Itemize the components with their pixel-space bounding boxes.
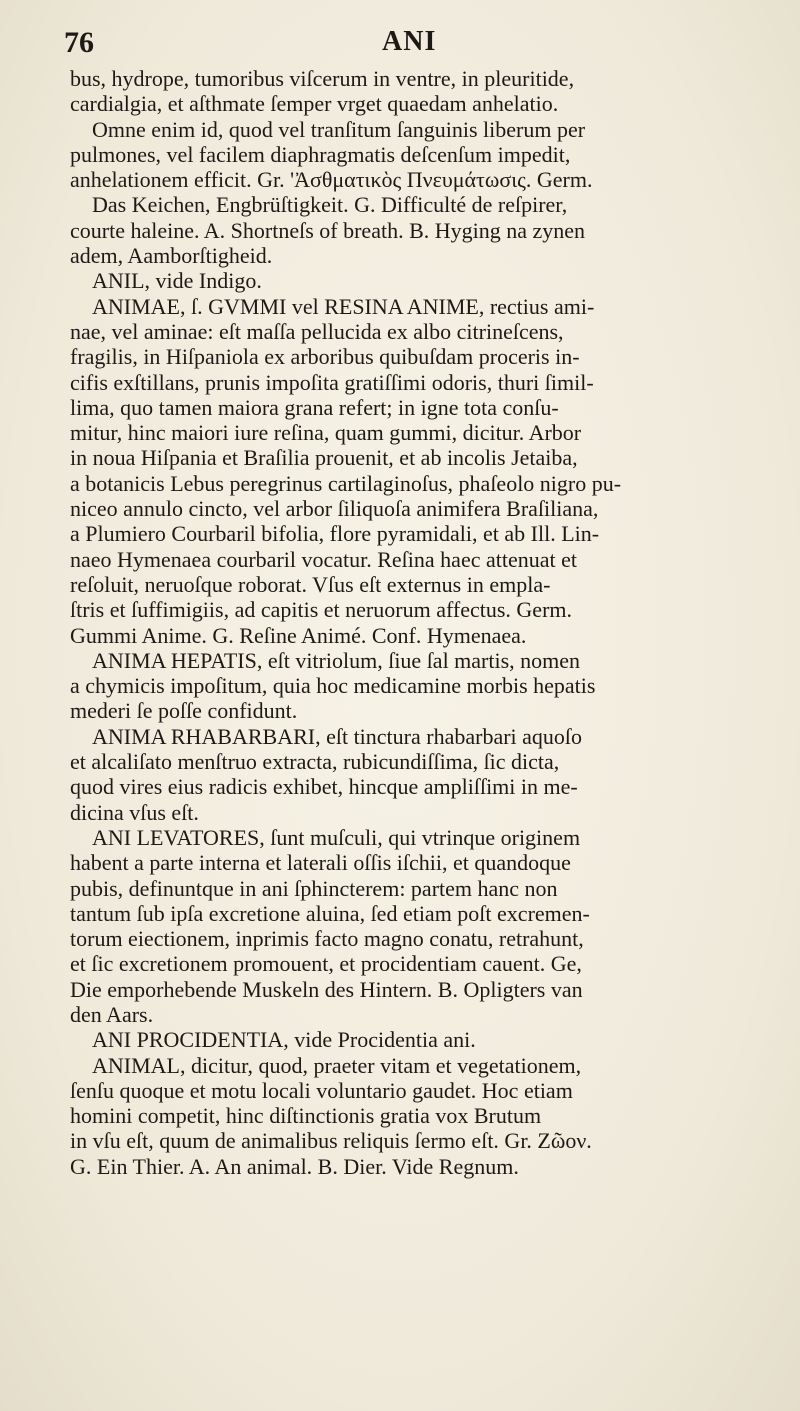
- text-line: ſenſu quoque et motu locali voluntario gaudet. Hoc etiam: [70, 1077, 573, 1103]
- running-head: ANI: [382, 26, 437, 57]
- text-line: mitur, hinc maiori iure reſina, quam gummi, dicitur. Arbor: [70, 420, 582, 446]
- entry-heading-anil: ANIL, vide Indigo.: [92, 268, 262, 294]
- text-line: Omne enim id, quod vel tranſitum ſanguinis liberum per: [92, 116, 586, 142]
- text-line: homini competit, hinc diſtinctionis gratia vox Brutum: [70, 1103, 542, 1129]
- entry-heading-ani-levatores: ANI LEVATORES, ſunt muſculi, qui vtrinque originem: [92, 824, 581, 850]
- text-line: courte haleine. A. Shortneſs of breath. B. Hyging na zynen: [70, 217, 586, 243]
- text-line: cardialgia, et aſthmate ſemper vrget quaedam anhelatio.: [70, 91, 559, 117]
- page-header: [64, 20, 764, 64]
- text-line: G. Ein Thier. A. An animal. B. Dier. Vide Regnum.: [70, 1153, 519, 1179]
- text-line: a Plumiero Courbaril bifolia, flore pyramidali, et ab Ill. Lin-: [70, 521, 600, 547]
- text-line: pubis, definuntque in ani ſphincterem: partem hanc non: [70, 875, 558, 901]
- text-line: bus, hydrope, tumoribus viſcerum in ventre, in pleuritide,: [70, 66, 575, 91]
- text-line: fragilis, in Hiſpaniola ex arboribus quibuſdam proceris in-: [70, 344, 580, 370]
- text-line: reſoluit, neruoſque roborat. Vſus eſt externus in empla-: [70, 571, 551, 597]
- entry-heading-animae: ANIMAE, ſ. GVMMI vel RESINA ANIME, rectius ami-: [92, 293, 595, 319]
- entry-heading-ani-procidentia: ANI PROCIDENTIA, vide Procidentia ani.: [92, 1027, 476, 1053]
- entry-heading-animal: ANIMAL, dicitur, quod, praeter vitam et vegetationem,: [92, 1052, 582, 1078]
- text-line: cifis exſtillans, prunis impoſita gratiſſimi odoris, thuri ſimil-: [70, 369, 594, 395]
- entry-heading-anima-hepatis: ANIMA HEPATIS, eſt vitriolum, ſiue ſal martis, nomen: [92, 647, 581, 673]
- text-line: in vſu eſt, quum de animalibus reliquis ſermo eſt. Gr. Ζῶον.: [70, 1128, 592, 1154]
- text-line: a chymicis impoſitum, quia hoc medicamine morbis hepatis: [70, 673, 596, 699]
- text-line: in noua Hiſpania et Braſilia prouenit, et ab incolis Jetaiba,: [70, 445, 578, 471]
- text-line: nae, vel aminae: eſt maſſa pellucida ex albo citrineſcens,: [70, 318, 564, 344]
- text-line: adem, Aamborſtigheid.: [70, 243, 273, 269]
- text-line: anhelationem efficit. Gr. 'Ἀσθματικὸς Πνευμάτωσις. Germ.: [70, 167, 593, 193]
- text-line: Das Keichen, Engbrüſtigkeit. G. Difficulté de reſpirer,: [92, 192, 568, 218]
- text-line: ſtris et ſuffimigiis, ad capitis et neruorum affectus. Germ.: [70, 597, 573, 623]
- text-line: dicina vſus eſt.: [70, 799, 199, 825]
- text-line: pulmones, vel facilem diaphragmatis deſcenſum impedit,: [70, 141, 571, 167]
- text-line: lima, quo tamen maiora grana refert; in igne tota conſu-: [70, 394, 559, 420]
- text-line: habent a parte interna et laterali oſſis iſchii, et quandoque: [70, 850, 571, 876]
- dictionary-text: [70, 66, 770, 1179]
- text-line: Die emporhebende Muskeln des Hintern. B. Opligters van: [70, 976, 583, 1002]
- text-line: torum eiectionem, inprimis facto magno conatu, retrahunt,: [70, 926, 584, 952]
- page-number: 76: [64, 26, 94, 59]
- text-line: Gummi Anime. G. Reſine Animé. Conf. Hymenaea.: [70, 622, 527, 648]
- text-line: den Aars.: [70, 1001, 154, 1027]
- text-line: naeo Hymenaea courbaril vocatur. Reſina haec attenuat et: [70, 546, 577, 572]
- text-line: niceo annulo cincto, vel arbor ſiliquoſa animifera Braſiliana,: [70, 496, 599, 522]
- text-line: tantum ſub ipſa excretione aluina, ſed etiam poſt excremen-: [70, 900, 590, 926]
- text-line: et ſic excretionem promouent, et procidentiam cauent. Ge,: [70, 951, 582, 977]
- entry-heading-anima-rhabarbari: ANIMA RHABARBARI, eſt tinctura rhabarbari aquoſo: [92, 723, 583, 749]
- text-line: quod vires eius radicis exhibet, hincque ampliſſimi in me-: [70, 774, 578, 800]
- text-line: mederi ſe poſſe confidunt.: [70, 698, 298, 724]
- text-line: et alcaliſato menſtruo extracta, rubicundiſſima, ſic dicta,: [70, 749, 560, 775]
- text-line: a botanicis Lebus peregrinus cartilaginoſus, phaſeolo nigro pu-: [70, 470, 622, 496]
